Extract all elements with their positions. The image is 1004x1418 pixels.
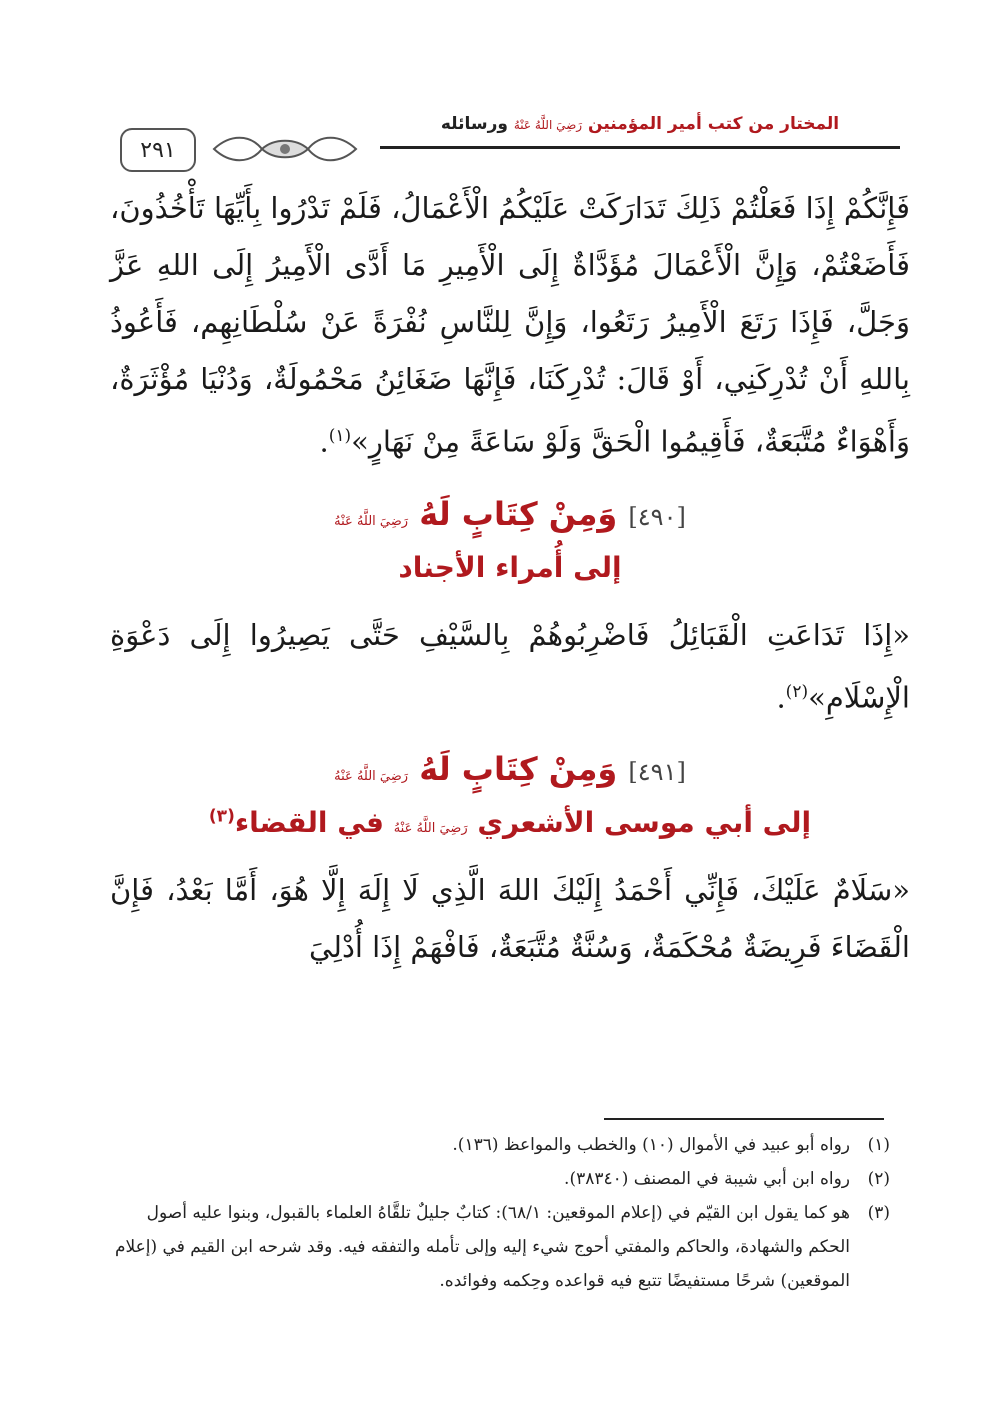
footnote-2 [110, 1162, 890, 1196]
letter-number: [٤٩١] [628, 758, 686, 787]
running-title-rest: ورسائله [440, 114, 508, 134]
page-header [120, 108, 900, 172]
paragraph-tail: . [776, 680, 786, 715]
paragraph-1 [110, 180, 910, 471]
page-number: ٢٩١ [120, 128, 196, 172]
paragraph-2 [110, 607, 910, 727]
letter-heading-491 [110, 750, 910, 806]
running-title-honor: رَضِيَ اللَّهُ عَنْهُ [513, 118, 583, 132]
footnote-text: هو كما يقول ابن القيّم في (إعلام الموقعين: ٦٨/١): كتابٌ جليلٌ تلقَّاهُ العلماء بالقبول، وبنوا عليه أصول الحكم والشهادة، والحاكم والمفتي أحوج شيء إليه وإلى تأمله والتفقه فيه. وقد شرحه ابن القيم في (إعلام الموقعين) شرحًا مستفيضًا تتبع فيه قواعده وحِكمه وفوائده. [114, 1203, 850, 1291]
letter-number: [٤٩٠] [628, 502, 686, 531]
footnote-marker: (٢) [867, 1169, 890, 1189]
footnote-marker: (٣) [867, 1203, 890, 1223]
letter-subtitle-491 [110, 806, 910, 862]
footnote-ref-2: (٢) [785, 681, 809, 702]
footnote-3 [110, 1196, 890, 1298]
running-title-main: المختار من كتب أمير المؤمنين [588, 114, 840, 134]
footnote-1 [110, 1128, 890, 1162]
honorific: رَضِيَ اللَّهُ عَنْهُ [334, 513, 409, 529]
scroll-ornament-icon [210, 132, 360, 166]
footnote-ref-1: (١) [328, 426, 352, 446]
footnote-marker: (١) [867, 1135, 890, 1155]
footnotes [110, 1128, 890, 1298]
paragraph-text: فَإِنَّكُمْ إِذَا فَعَلْتُمْ ذَلِكَ تَدَارَكَتْ عَلَيْكُمُ الْأَعْمَالُ، فَلَمْ تَدْرُوا بِأَيِّهَا تَأْخُذُونَ، فَأَضَعْتُمْ، وَإِنَّ الْأَعْمَالَ مُؤَدَّاةٌ إِلَى الْأَمِيرِ مَا أَدَّى الْأَمِيرُ إِلَى اللهِ عَزَّ وَجَلَّ، فَإِذَا رَتَعَ الْأَمِيرُ رَتَعُوا، وَإِنَّ لِلنَّاسِ نُفْرَةً عَنْ سُلْطَانِهِم، فَأَعُوذُ بِاللهِ أَنْ تُدْرِكَنِي، أَوْ قَالَ: تُدْرِكَنَا، فَإِنَّهَا ضَغَائِنُ مَحْمُولَةٌ، وَدُنْيَا مُؤْثَرَةٌ، وَأَهْوَاءٌ مُتَّبَعَةٌ، فَأَقِيمُوا الْحَقَّ وَلَوْ سَاعَةً مِنْ نَهَارٍ» [110, 191, 910, 459]
main-content [110, 180, 910, 976]
header-rule [380, 146, 900, 149]
letter-title: وَمِنْ كِتَابٍ لَهُ [419, 750, 618, 789]
paragraph-3 [110, 862, 910, 976]
paragraph-text: «سَلَامٌ عَلَيْكَ، فَإِنِّي أَحْمَدُ إِلَيْكَ اللهَ الَّذِي لَا إِلَهَ إِلَّا هُوَ، أَمَّا بَعْدُ، فَإِنَّ الْقَضَاءَ فَرِيضَةٌ مُحْكَمَةٌ، وَسُنَّةٌ مُتَّبَعَةٌ، فَافْهَمْ إِذَا أُدْلِيَ [110, 873, 910, 965]
footnote-rule [604, 1118, 884, 1120]
footnote-text: رواه ابن أبي شيبة في المصنف (٣٨٣٤٠). [564, 1169, 850, 1189]
footnote-ref-3: (٣) [208, 806, 235, 827]
letter-heading-490 [110, 495, 910, 551]
running-title [380, 114, 900, 134]
subtitle-topic: في القضاء [234, 806, 384, 840]
letter-title: وَمِنْ كِتَابٍ لَهُ [419, 494, 618, 533]
subtitle-recipient: إلى أبي موسى الأشعري [477, 806, 812, 840]
paragraph-text: «إِذَا تَدَاعَتِ الْقَبَائِلُ فَاضْرِبُوهُمْ بِالسَّيْفِ حَتَّى يَصِيرُوا إِلَى دَعْوَةِ الْإِسْلَامِ» [110, 617, 910, 715]
paragraph-tail: . [319, 424, 329, 459]
letter-subtitle-490: إلى أُمراء الأجناد [398, 550, 622, 584]
honorific: رَضِيَ اللَّهُ عَنْهُ [393, 821, 468, 837]
footnote-text: رواه أبو عبيد في الأموال (١٠) والخطب والمواعظ (١٣٦). [452, 1135, 850, 1155]
honorific: رَضِيَ اللَّهُ عَنْهُ [334, 769, 409, 785]
